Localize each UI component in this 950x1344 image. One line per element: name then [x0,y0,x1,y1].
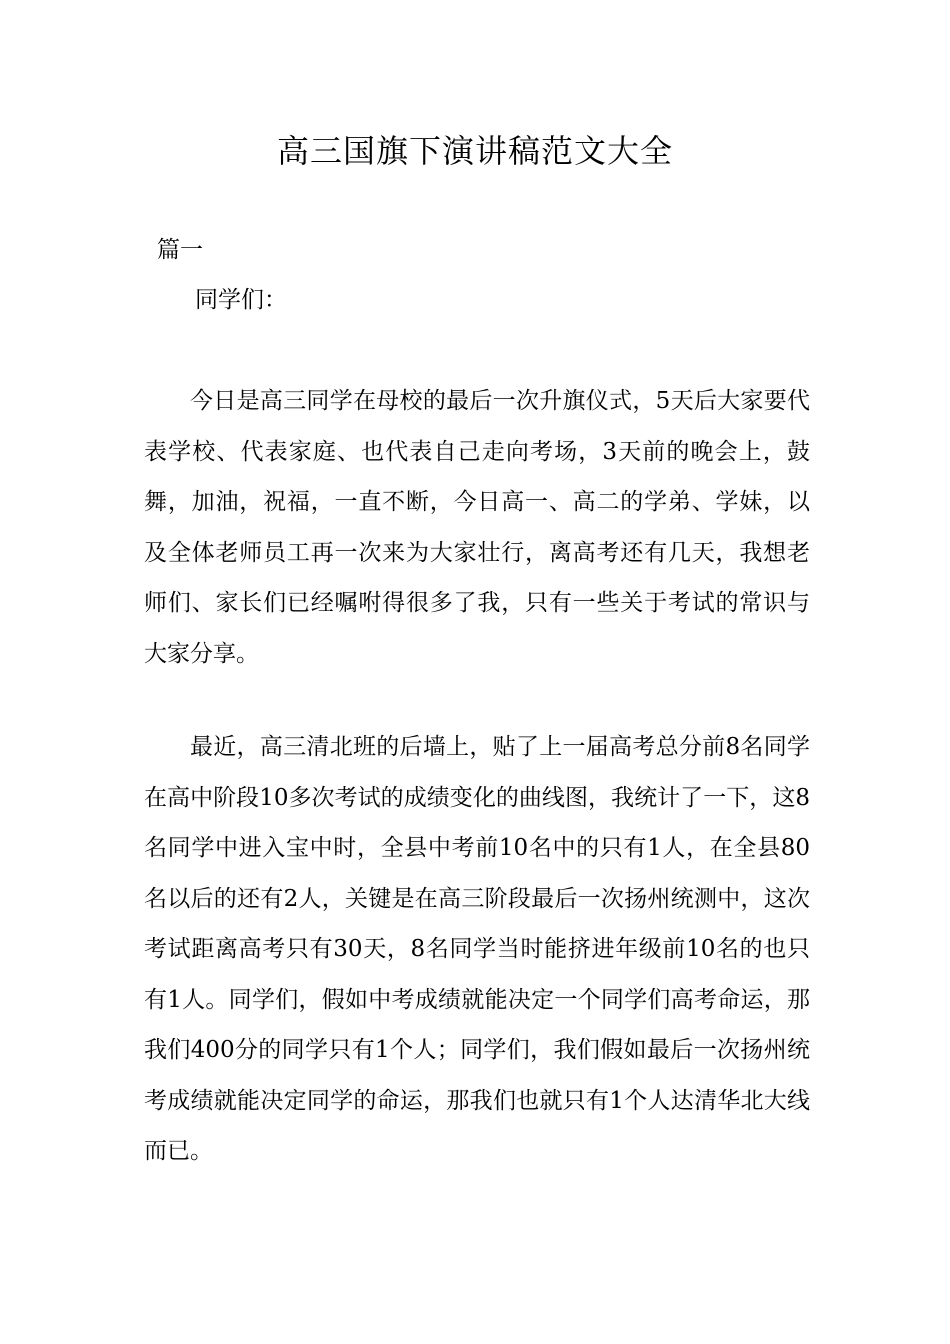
document-title: 高三国旗下演讲稿范文大全 [276,132,673,170]
greeting-line: 同学们： [195,287,287,313]
body-paragraph-2: 最近，高三清北班的后墙上，贴了上一届高考总分前8名同学在高中阶段10多次考试的成绩变化的曲线图，我统计了一下，这8名同学中进入宝中时，全县中考前10名中的只有1人，在全县80名以后的还有2人，关键是在高三阶段最后一次扬州统测中，这次考试距离高考只有30天，8名同学当时能挤进年级前10名的也只有1人。同学们，假如中考成绩就能决定一个同学们高考命运，那我们400分的同学只有1个人；同学们，我们假如最后一次扬州统考成绩就能决定同学的命运，那我们也就只有1个人达清华北大线而已。 [144,734,810,1164]
section-label: 篇一 [157,237,203,263]
body-paragraph-1: 今日是高三同学在母校的最后一次升旗仪式，5天后大家要代表学校、代表家庭、也代表自己走向考场，3天前的晚会上，鼓舞，加油，祝福，一直不断，今日高一、高二的学弟、学妹，以及全体老师员工再一次来为大家壮行，离高考还有几天，我想老师们、家长们已经嘱咐得很多了我，只有一些关于考试的常识与大家分享。 [144,388,810,667]
